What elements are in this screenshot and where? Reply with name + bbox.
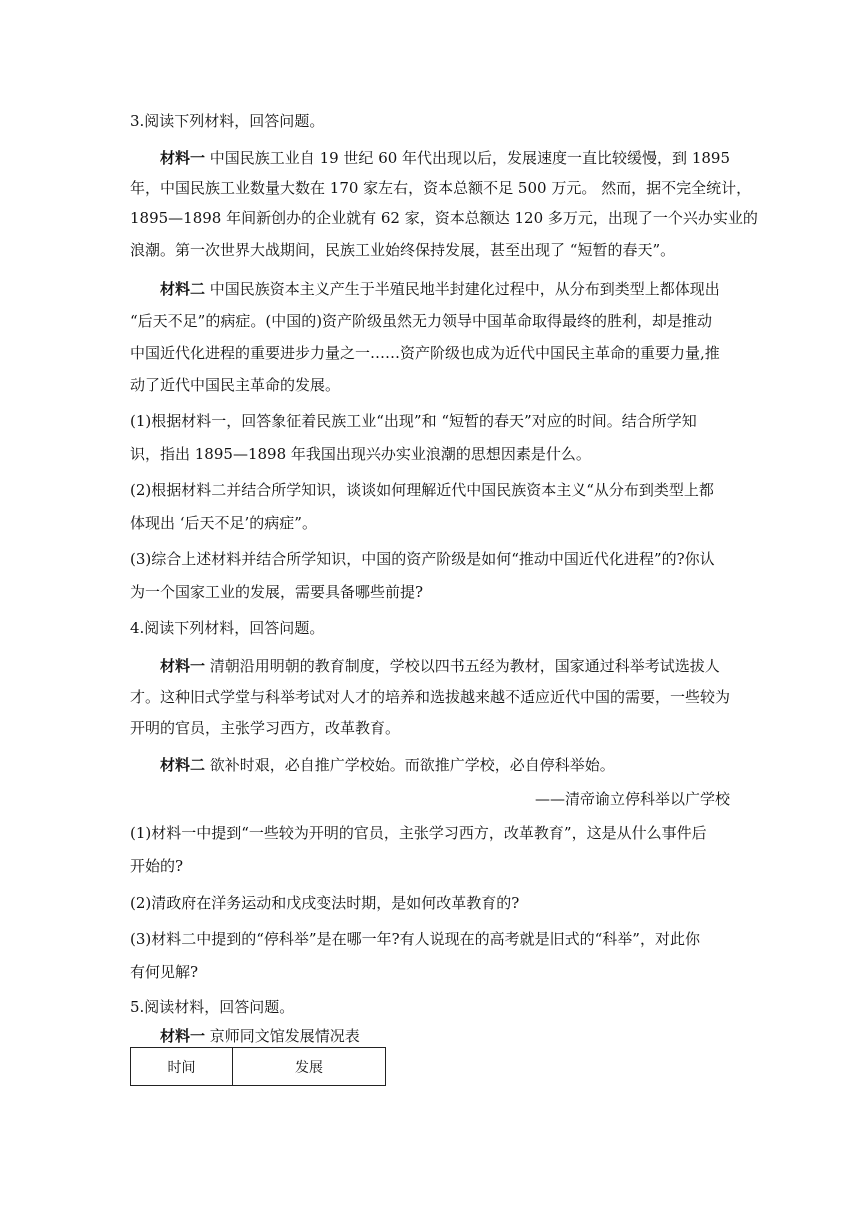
q3-material1-line1: 材料一 中国民族工业自 19 世纪 60 年代出现以后，发展速度一直比较缓慢，到 1895 [160, 149, 730, 167]
q3-material2-line4: 动了近代中国民主革命的发展。 [130, 376, 341, 394]
q3-question1-line1: (1)根据材料一，回答象征着民族工业“出现”和 “短暂的春天”对应的时间。结合所学知 [130, 412, 697, 430]
q3-material1-label: 材料一 [160, 149, 206, 167]
q4-question1-line2: 开始的? [130, 857, 184, 875]
q4-question3-line2: 有何见解? [130, 963, 199, 981]
q3-question3-line2: 为一个国家工业的发展，需要具备哪些前提? [130, 583, 424, 601]
table-header-time: 时间 [131, 1048, 233, 1086]
q3-question2-line1: (2)根据材料二并结合所学知识，谈谈如何理解近代中国民族资本主义“从分布到类型上都 [130, 481, 714, 499]
q4-material2-source: ——清帝谕立停科举以广学校 [534, 790, 730, 808]
q3-material1-line2: 年，中国民族工业数量大数在 170 家左右，资本总额不足 500 万元。 然而，据不完全统计， [130, 179, 752, 197]
q4-material1-line2: 才。这种旧式学堂与科举考试对人才的培养和选拔越来越不适应近代中国的需要，一些较为 [130, 688, 731, 706]
q5-table [130, 1047, 386, 1086]
q3-material2-label: 材料二 [160, 280, 206, 298]
q3-material2-line2: “后天不足”的病症。(中国的)资产阶级虽然无力领导中国革命取得最终的胜利，却是推动 [130, 312, 713, 330]
q5-material1-line1: 材料一 京师同文馆发展情况表 [160, 1027, 360, 1045]
q4-material2-line1: 材料二 欲补时艰，必自推广学校始。而欲推广学校，必自停科举始。 [160, 756, 615, 774]
q4-material1-line1: 材料一 清朝沿用明朝的教育制度，学校以四书五经为教材，国家通过科举考试选拔人 [160, 657, 720, 675]
q4-question3-line1: (3)材料二中提到的“停科举”是在哪一年?有人说现在的高考就是旧式的“科举”，对此你 [130, 930, 700, 948]
q4-material1-label: 材料一 [160, 657, 206, 675]
q5-title: 5.阅读材料，回答问题。 [130, 998, 295, 1016]
q3-title: 3.阅读下列材料，回答问题。 [130, 112, 325, 130]
q3-question1-line2: 识，指出 1895—1898 年我国出现兴办实业浪潮的思想因素是什么。 [130, 445, 591, 463]
q3-material2-line3: 中国近代化进程的重要进步力量之一……资产阶级也成为近代中国民主革命的重要力量,推 [130, 344, 720, 362]
q4-question2-line1: (2)清政府在洋务运动和戊戌变法时期，是如何改革教育的? [130, 894, 520, 912]
q5-material1-label: 材料一 [160, 1027, 206, 1045]
q3-material1-line3: 1895—1898 年间新创办的企业就有 62 家，资本总额达 120 多万元，出现了一个兴办实业的 [130, 209, 758, 227]
q4-material1-line3: 开明的官员，主张学习西方，改革教育。 [130, 719, 401, 737]
q3-material1-line4: 浪潮。第一次世界大战期间，民族工业始终保持发展，甚至出现了 “短暂的春天”。 [130, 241, 676, 259]
q4-question1-line1: (1)材料一中提到“一些较为开明的官员，主张学习西方，改革教育”，这是从什么事件后 [130, 824, 707, 842]
q3-question3-line1: (3)综合上述材料并结合所学知识，中国的资产阶级是如何“推动中国近代化进程”的?你认 [130, 550, 715, 568]
q3-material2-line1: 材料二 中国民族资本主义产生于半殖民地半封建化过程中，从分布到类型上都体现出 [160, 280, 720, 298]
table-header-development: 发展 [233, 1048, 386, 1086]
q4-material2-label: 材料二 [160, 756, 206, 774]
q4-title: 4.阅读下列材料，回答问题。 [130, 619, 325, 637]
table-header-row [131, 1048, 386, 1086]
q3-question2-line2: 体现出 ‘后天不足’的病症”。 [130, 514, 317, 532]
